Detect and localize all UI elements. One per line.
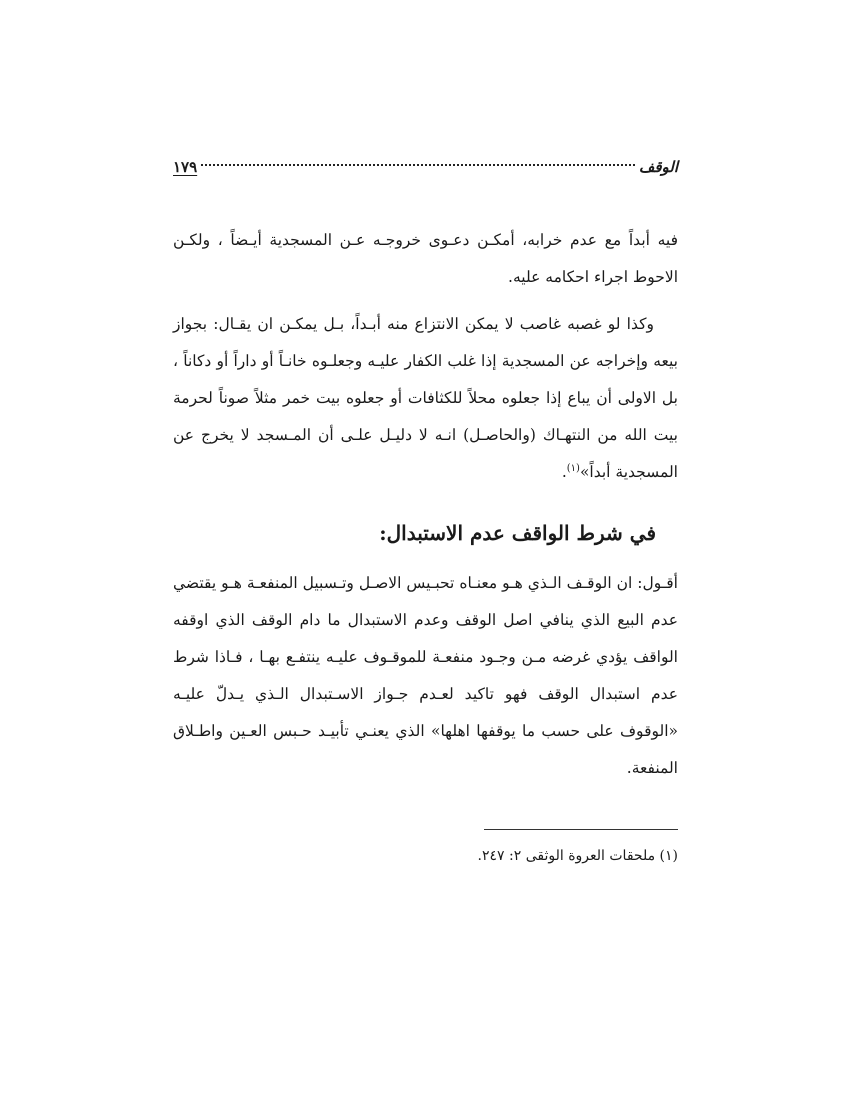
- section-heading: في شرط الواقف عدم الاستبدال:: [379, 521, 656, 545]
- running-header: [173, 152, 678, 182]
- book-page: [173, 152, 678, 868]
- paragraph-usurpation: [173, 306, 678, 491]
- paragraph-usurpation-text: وكذا لو غصبه غاصب لا يمكن الانتزاع منه أبـداً، بـل يمكـن ان يقـال: بجواز بيعه وإخراجه عن المسجدية إذا غلب الكفار عليـه وجعلـوه خانـاً أو داراً أو دكاناً ، بل الاولى أن يباع إذا جعلوه محلاً للكثافات أو جعلوه بيت خمر مثلاً صوناً لحرمة بيت الله من النتهـاك (والحاصـل) انـه لا دليـل علـى أن المـسجد لا يخرج عن المسجدية أبداً»: [173, 315, 678, 481]
- footnote-reference-mark: (١): [566, 462, 580, 474]
- header-dotted-leader: [201, 164, 635, 166]
- footnote-divider: [484, 829, 678, 830]
- running-header-title: الوقف: [638, 158, 678, 176]
- paragraph-continuation: فيه أبداً مع عدم خرابه، أمكـن دعـوى خروجـه عـن المسجدية أيـضاً ، ولكـن الاحوط اجراء احكامه عليه.: [173, 231, 678, 286]
- page-number: ١٧٩: [173, 158, 198, 176]
- paragraph-usurpation-end: .: [561, 463, 567, 481]
- body-text: [173, 222, 678, 787]
- footnote: (١) ملحقات العروة الوثقى ٢: ٢٤٧.: [477, 848, 678, 864]
- paragraph-substitution: أقـول: ان الوقـف الـذي هـو معنـاه تحبـيس الاصـل وتـسبيل المنفعـة هـو يقتضي عدم البيع الذي ينافي اصل الوقف وعدم الاستبدال ما دام الوقف الذي اوقفه الواقف يؤدي غرضه مـن وجـود منفعـة للموقـوف عليـه ينتفـع بهـا ، فـاذا شرط عدم استبدال الوقف فهو تاكيد لعـدم جـواز الاسـتبدال الـذي يـدلّ عليـه «الوقوف على حسب ما يوقفها اهلها» الذي يعنـي تأبيـد حـبس العـين واطـلاق المنفعة.: [173, 574, 678, 777]
